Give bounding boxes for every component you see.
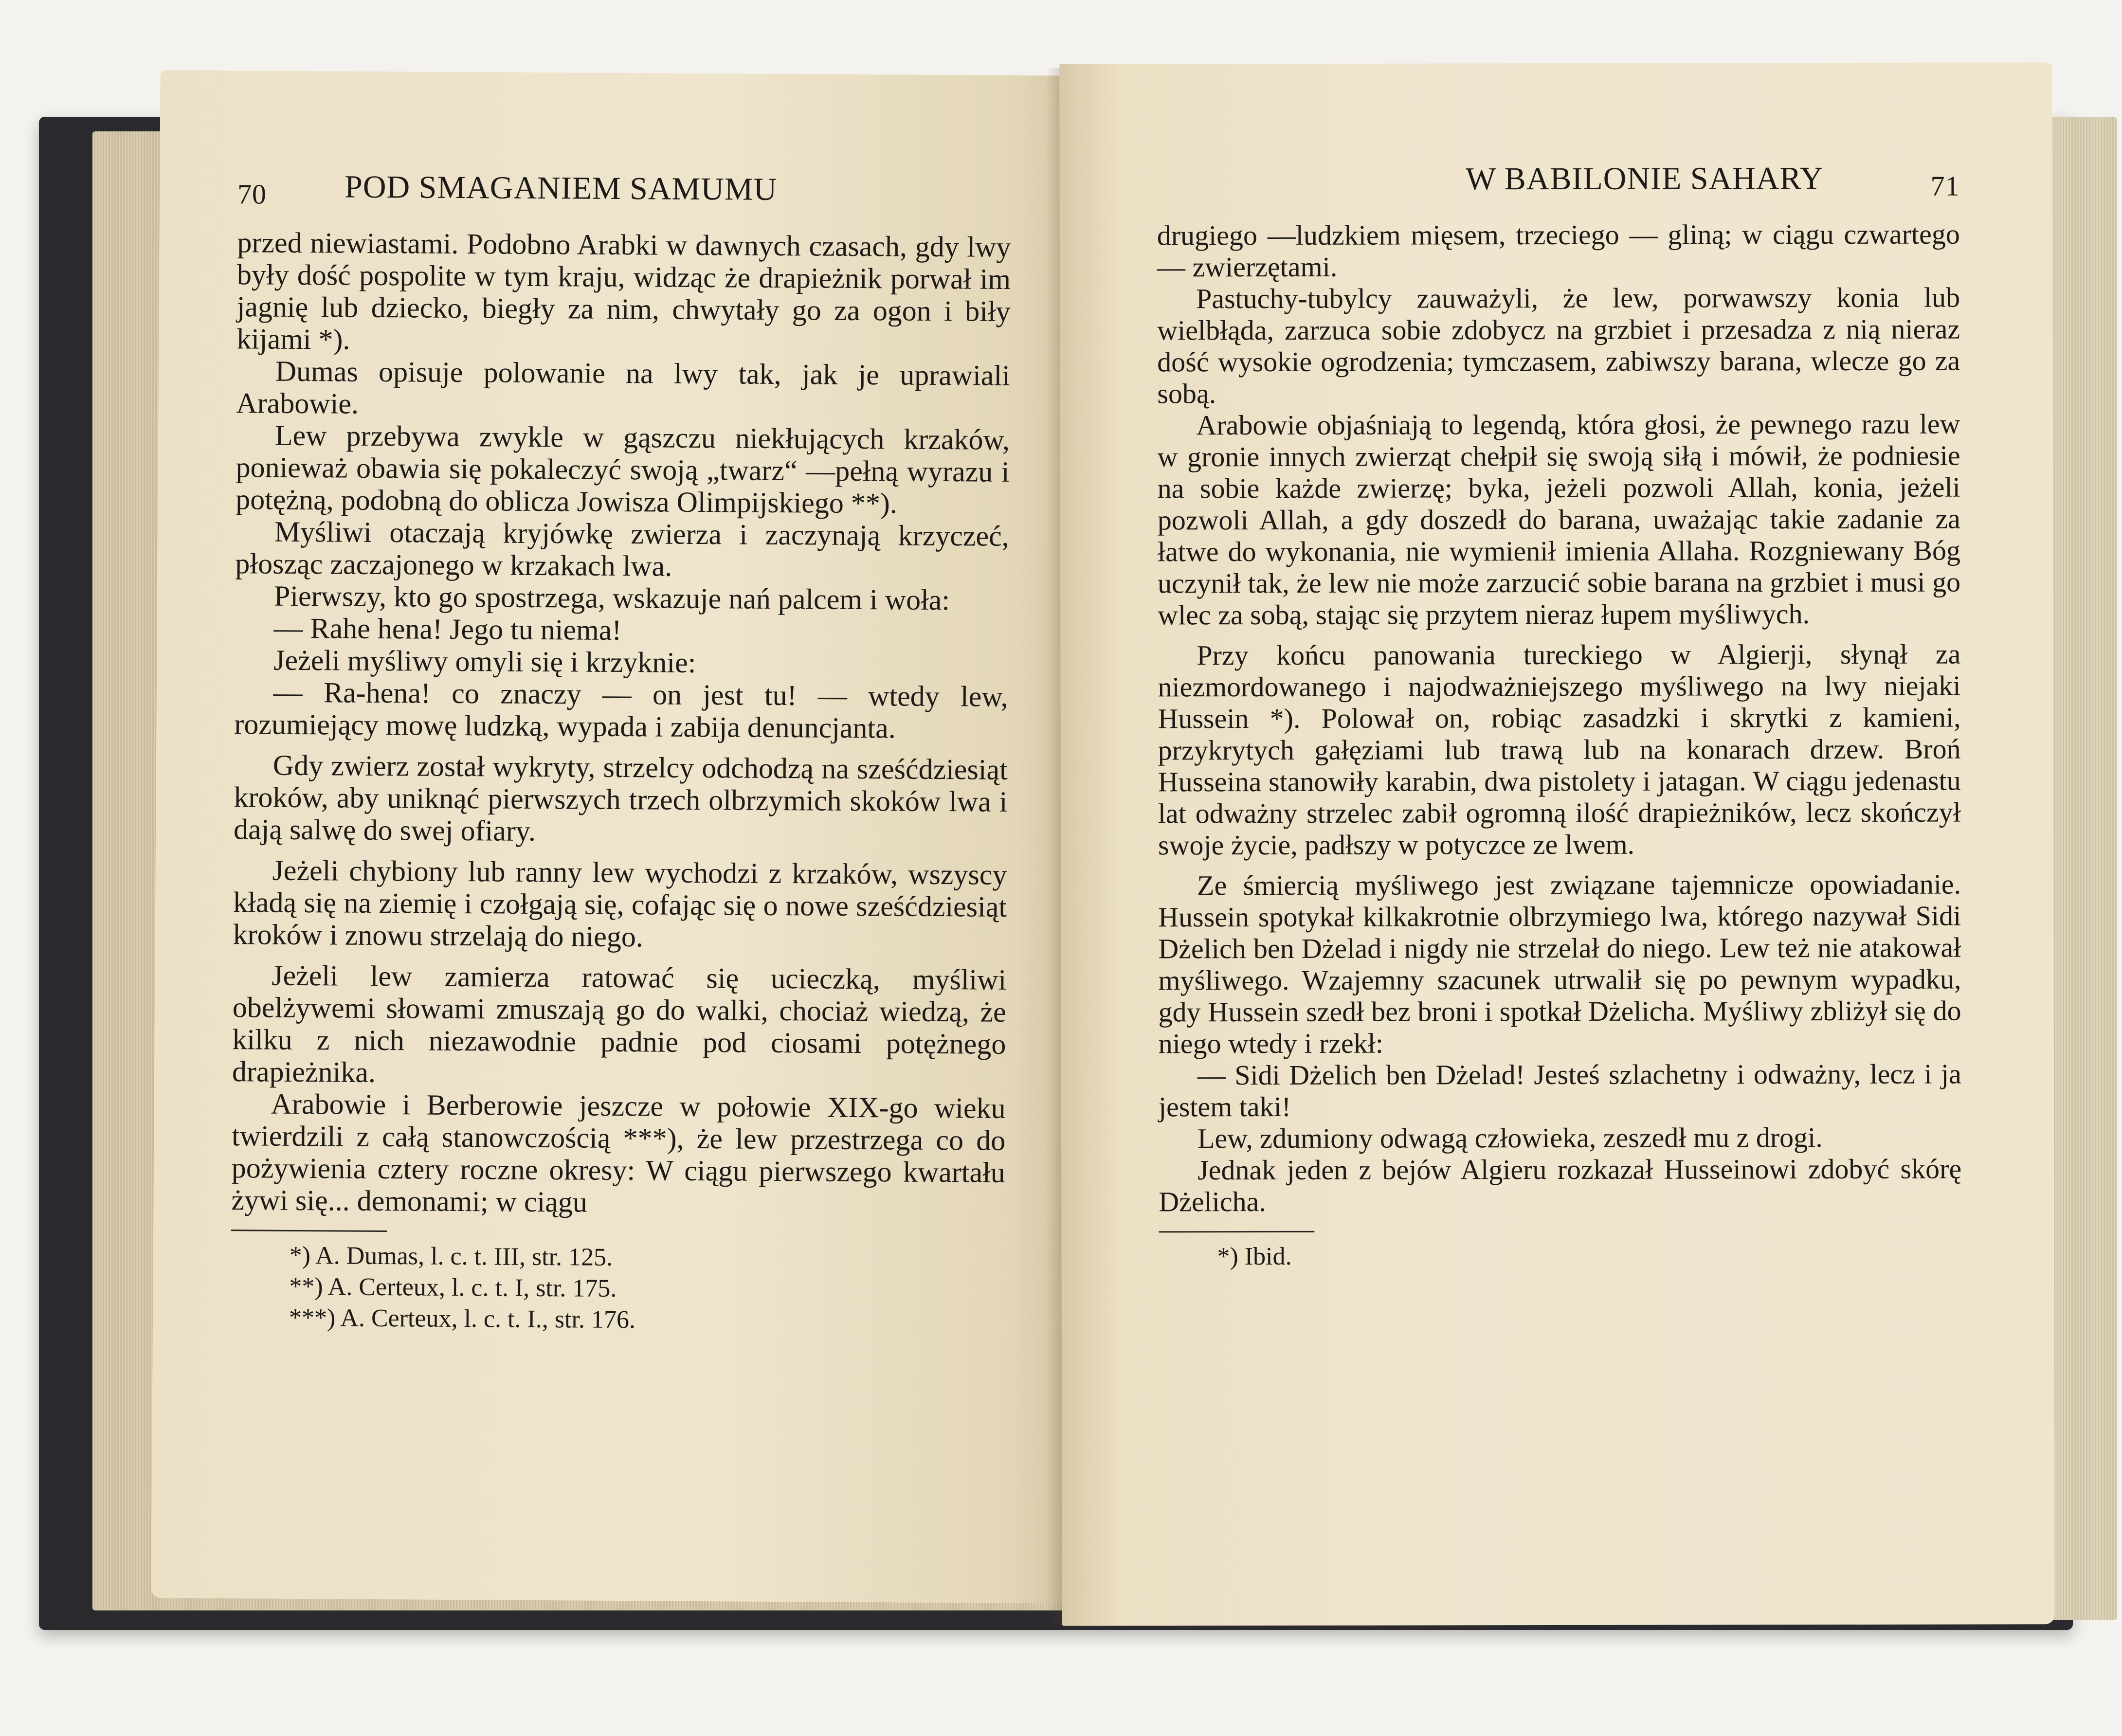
right-page-body — [1157, 218, 1962, 1218]
running-head: W BABILONIE SAHARY — [1466, 161, 1824, 197]
paragraph: Lew, zdumiony odwagą człowieka, zeszedł mu z drogi. — [1197, 1121, 1823, 1155]
open-book — [39, 54, 2083, 1659]
paragraph: — Ra-hena! co znaczy — on jest tu! — wtedy lew, rozumiejący mowę ludzką, wypada i zabija denuncjanta. — [234, 676, 1008, 744]
footnote: *) A. Dumas, l. c. t. III, str. 125. — [289, 1241, 613, 1271]
paragraph: Przy końcu panowania tureckiego w Algierji, słynął za niezmordowanego i najodważniejszego myśliwego na lwy niejaki Hussein *). Polował on, robiąc zasadzki i skrytki z kamieni, przykrytych gałęziami lub trawą lub na konarach drzew. Broń Husseina stanowiły karabin, dwa pistolety i jatagan. W ciągu jedenastu lat odważny strzelec zabił ogromną ilość drapieżników, lecz skończył swoje życie, padłszy w potyczce ze lwem. — [1158, 638, 1961, 861]
paragraph: Arabowie objaśniają to legendą, która głosi, że pewnego razu lew w gronie innych zwierząt chełpił się swoją siłą i mówił, że podniesie na sobie każde zwierzę; byka, jeżeli pozwoli Allah, konia, jeżeli pozwoli Allah, a gdy doszedł do barana, uważając takie zadanie za łatwe do wykonania, nie wymienił imienia Allaha. Rozgniewany Bóg uczynił tak, że lew nie może zarzucić sobie barana na grzbiet i musi go wlec za sobą, stając się przytem nieraz łupem myśliwych. — [1157, 408, 1961, 631]
footnote-rule — [1159, 1231, 1314, 1233]
paragraph: Jednak jeden z bejów Algieru rozkazał Husseinowi zdobyć skórę Dżelicha. — [1159, 1153, 1962, 1218]
paragraph: Myśliwi otaczają kryjówkę zwierza i zaczynają krzyczeć, płosząc zaczajonego w krzakach lwa. — [235, 515, 1009, 582]
paragraph: Jeżeli chybiony lub ranny lew wychodzi z krzaków, wszyscy kładą się na ziemię i czołgają się, cofając się o nowe sześćdziesiąt kroków i znowu strzelają do niego. — [233, 854, 1007, 953]
paragraph: Pastuchy-tubylcy zauważyli, że lew, porwawszy konia lub wielbłąda, zarzuca sobie zdobycz na grzbiet i przesadza z nią nieraz dość wysokie ogrodzenia; tymczasem, zabiwszy barana, wlecze go za sobą. — [1157, 281, 1960, 410]
paragraph: Jeżeli myśliwy omyli się i krzyknie: — [273, 644, 696, 679]
left-page-header — [237, 168, 1012, 231]
paragraph: Pierwszy, kto go spostrzega, wskazuje nań palcem i woła: — [273, 579, 950, 616]
paragraph: Arabowie i Berberowie jeszcze w połowie XIX-go wieku twierdzili z całą stanowczością ***), że lew przestrzega co do pożywienia cztery roczne okresy: W ciągu pierwszego kwartału żywi się... demonami; w ciągu — [231, 1087, 1006, 1218]
paragraph: Jeżeli lew zamierza ratować się ucieczką, myśliwi obelżywemi słowami zmuszają go do walki, chociaż wiedzą, że kilku z nich niezawodnie padnie pod ciosami potężnego drapieżnika. — [232, 959, 1007, 1088]
footnote: ***) A. Certeux, l. c. t. I., str. 176. — [289, 1303, 636, 1334]
page-number: 70 — [237, 178, 267, 210]
footnote: *) Ibid. — [1217, 1242, 1292, 1271]
footnote: **) A. Certeux, l. c. t. I, str. 175. — [289, 1272, 617, 1303]
paragraph: — Sidi Dżelich ben Dżelad! Jesteś szlachetny i odważny, lecz i ja jestem taki! — [1158, 1058, 1961, 1123]
paragraph: Gdy zwierz został wykryty, strzelcy odchodzą na sześćdziesiąt kroków, aby uniknąć pierwszych trzech olbrzymich skoków lwa i dają salwę do swej ofiary. — [233, 749, 1008, 847]
paragraph: — Rahe hena! Jego tu niema! — [273, 612, 622, 647]
paragraph: przed niewiastami. Podobno Arabki w dawnych czasach, gdy lwy były dość pospolite w tym kraju, widząc że drapieżnik porwał im jagnię lub dziecko, biegły za nim, chwytały go za ogon i biły kijami *). — [236, 226, 1011, 356]
right-footnotes — [1159, 1240, 1961, 1273]
paragraph: drugiego —ludzkiem mięsem, trzeciego — gliną; w ciągu czwartego — zwierzętami. — [1157, 218, 1960, 283]
running-head: POD SMAGANIEM SAMUMU — [344, 169, 778, 207]
paragraph: Ze śmiercią myśliwego jest związane tajemnicze opowiadanie. Hussein spotykał kilkakrotnie olbrzymiego lwa, którego nazywał Sidi Dżelich ben Dżelad i nigdy nie strzelał do niego. Lew też nie atakował myśliwego. Wzajemny szacunek utrwalił się po pewnym wypadku, gdy Hussein szedł bez broni i spotkał Dżelicha. Myśliwy zbliżył się do niego wtedy i rzekł: — [1158, 868, 1961, 1060]
left-footnotes — [231, 1240, 1005, 1338]
left-page — [151, 70, 1085, 1604]
footnote-rule — [231, 1230, 387, 1232]
right-page — [1059, 62, 2055, 1626]
page-number: 71 — [1930, 170, 1960, 202]
paragraph: Lew przebywa zwykle w gąszczu niekłujących krzaków, ponieważ obawia się pokaleczyć swoją „twarz“ —pełną wyrazu i potężną, podobną do oblicza Jowisza Olimpijskiego **). — [236, 419, 1010, 520]
right-page-header — [1157, 160, 1960, 220]
left-page-body — [231, 226, 1011, 1221]
paragraph: Dumas opisuje polowanie na lwy tak, jak je uprawiali Arabowie. — [236, 355, 1011, 420]
